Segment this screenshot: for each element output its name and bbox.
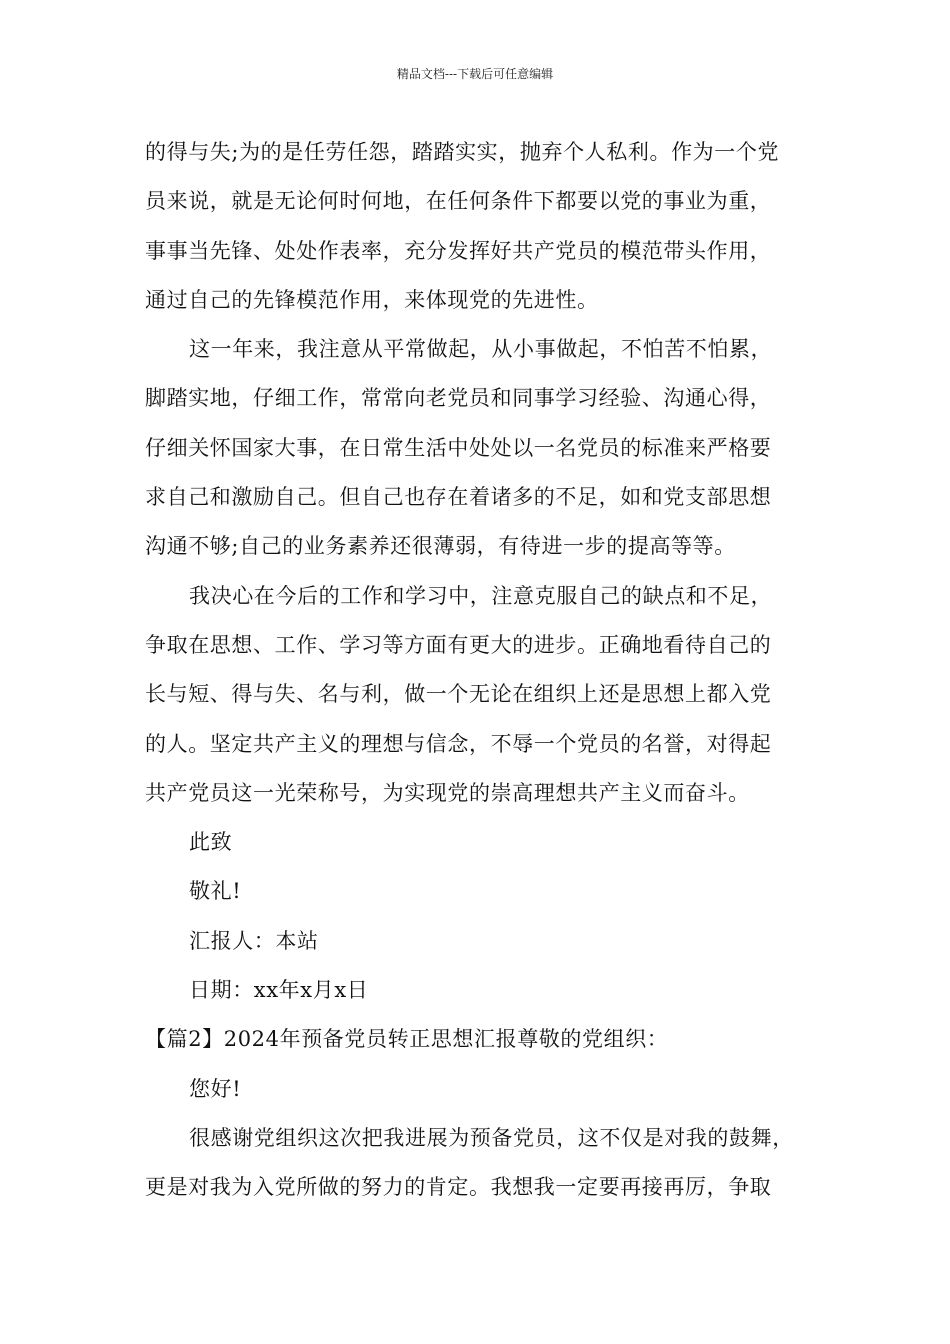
text-line: 事事当先锋、处处作表率，充分发挥好共产党员的模范带头作用， <box>145 238 772 263</box>
text-line: 通过自己的先锋模范作用，来体现党的先进性。 <box>145 287 599 312</box>
closing-regards: 敬礼! <box>189 879 242 904</box>
text-line: 仔细关怀国家大事，在日常生活中处处以一名党员的标准来严格要 <box>145 435 772 460</box>
page-header: 精品文档---下载后可任意编辑 <box>396 67 554 81</box>
greeting-line: 您好! <box>189 1076 242 1101</box>
reporter-line: 汇报人：本站 <box>189 928 319 953</box>
text-line: 争取在思想、工作、学习等方面有更大的进步。正确地看待自己的 <box>145 632 772 657</box>
text-line: 更是对我为入党所做的努力的肯定。我想我一定要再接再厉，争取 <box>145 1175 772 1200</box>
text-line: 的人。坚定共产主义的理想与信念，不辱一个党员的名誉，对得起 <box>145 731 772 756</box>
paragraph-start-line: 这一年来，我注意从平常做起，从小事做起，不怕苦不怕累， <box>189 337 773 362</box>
section-heading: 【篇2】2024年预备党员转正思想汇报尊敬的党组织： <box>145 1027 669 1052</box>
text-line: 脚踏实地，仔细工作，常常向老党员和同事学习经验、沟通心得， <box>145 386 772 411</box>
text-line: 的得与失;为的是任劳任怨，踏踏实实，抛弃个人私利。作为一个党 <box>145 140 780 164</box>
paragraph-start-line: 我决心在今后的工作和学习中，注意克服自己的缺点和不足， <box>189 583 773 608</box>
text-line: 长与短、得与失、名与利，做一个无论在组织上还是思想上都入党 <box>145 682 772 707</box>
text-line: 员来说，就是无论何时何地，在任何条件下都要以党的事业为重， <box>145 189 772 214</box>
text-line: 求自己和激励自己。但自己也存在着诸多的不足，如和党支部思想 <box>145 485 772 510</box>
date-line: 日期：xx年x月x日 <box>189 978 369 1003</box>
text-line: 沟通不够;自己的业务素养还很薄弱，有待进一步的提高等等。 <box>145 534 736 559</box>
text-line: 共产党员这一光荣称号，为实现党的崇高理想共产主义而奋斗。 <box>145 780 750 805</box>
closing-salutation: 此致 <box>189 830 233 855</box>
paragraph-start-line: 很感谢党组织这次把我进展为预备党员，这不仅是对我的鼓舞， <box>189 1125 794 1150</box>
document-body <box>145 128 835 1213</box>
